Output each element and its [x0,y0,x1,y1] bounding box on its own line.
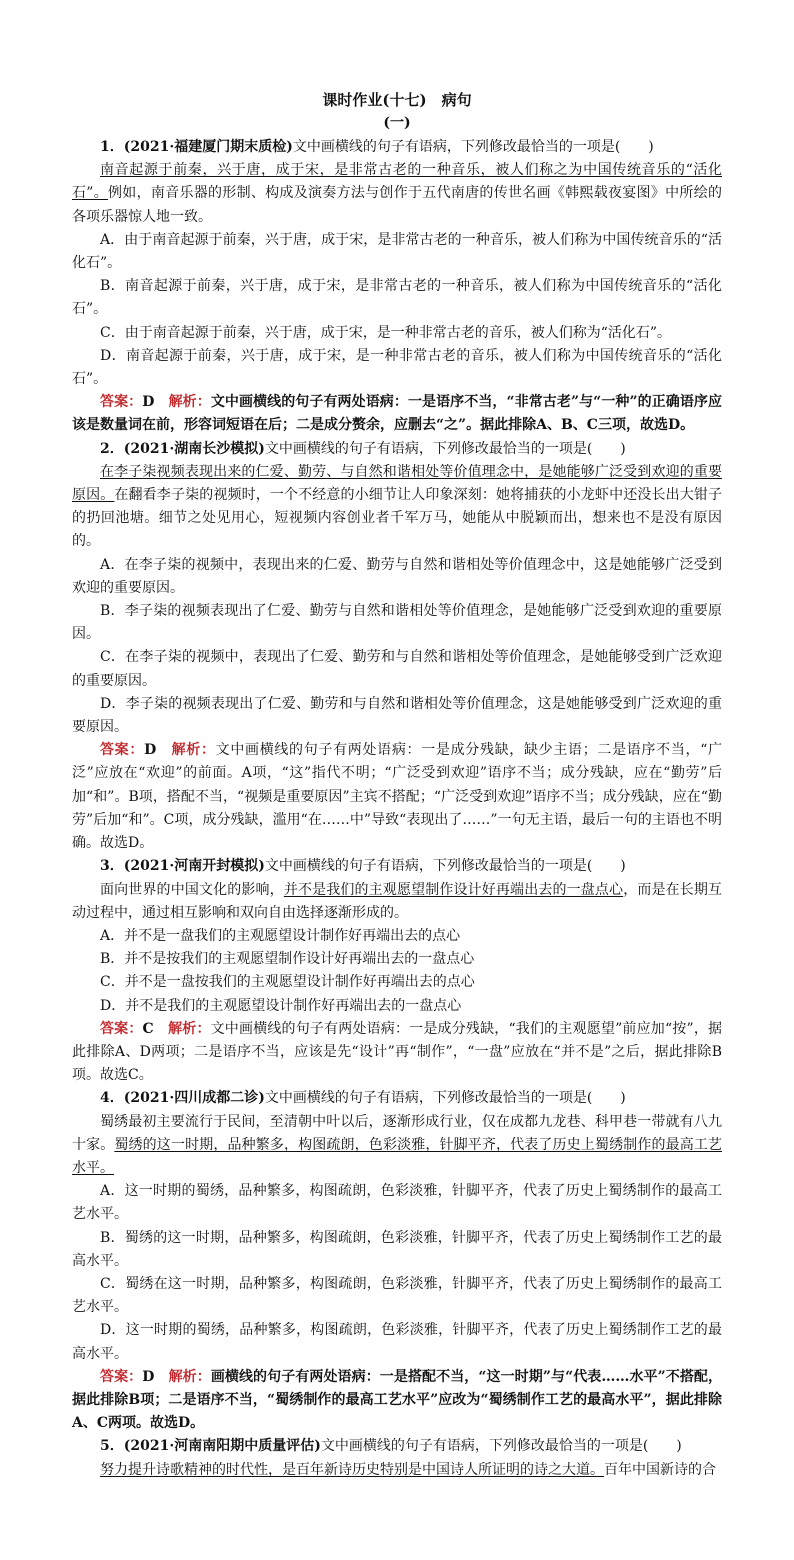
question-passage: 南音起源于前秦，兴于唐，成于宋，是非常古老的一种音乐，被人们称之为中国传统音乐的“活化石”。例如，南音乐器的形制、构成及演奏方法与创作于五代南唐的传世名画《韩熙载夜宴图》中所绘的各项乐器惊人地一致。 [72,162,722,225]
question-1 [72,136,722,438]
option-d: D．这一时期的蜀绣，品种繁多，构图疏朗，色彩淡雅，针脚平齐，代表了历史上蜀绣制作工艺的最高水平。 [72,1322,722,1362]
option-c: C．并不是一盘按我们的主观愿望设计制作好再端出去的点心 [100,974,475,991]
question-3 [72,855,722,1087]
option-b: B．蜀绣的这一时期，品种繁多，构图疏朗，色彩淡雅，针脚平齐，代表了历史上蜀绣制作工艺的最高水平。 [72,1229,722,1269]
option-c: C．蜀绣在这一时期，品种繁多，构图疏朗，色彩淡雅，针脚平齐，代表了历史上蜀绣制作的最高工艺水平。 [72,1275,722,1316]
option-d: D．并不是我们的主观愿望设计制作好再端出去的一盘点心 [100,997,462,1014]
question-stem: 5．(2021·河南南阳期中质量评估)文中画横线的句子有语病，下列修改最恰当的一项是( ) [100,1438,682,1455]
underlined-sentence: 努力提升诗歌精神的时代性，是百年新诗历史特别是中国诗人所证明的诗之大道。 [100,1461,604,1478]
answer-value: C [142,1020,154,1037]
question-5 [72,1435,722,1481]
question-source: (2021·湖南长沙模拟) [123,440,265,457]
question-passage: 努力提升诗歌精神的时代性，是百年新诗历史特别是中国诗人所证明的诗之大道。百年中国新诗的合 [100,1461,716,1478]
underlined-sentence: 南音起源于前秦，兴于唐，成于宋，是非常古老的一种音乐，被人们称之为中国传统音乐的“活化石”。 [72,162,722,202]
answer-value: D [142,1368,155,1385]
question-passage: 在李子柒视频表现出来的仁爱、勤劳、与自然和谐相处等价值理念中，是她能够广泛受到欢迎的重要原因。在翻看李子柒的视频时，一个不经意的小细节让人印象深刻：她将捕获的小龙虾中还没长出大钳子的扔回池塘。细节之处见用心，短视频内容创业者千军万马，她能从中脱颖而出，想来也不是没有原因的。 [72,463,723,550]
question-stem: 4．(2021·四川成都二诊)文中画横线的句子有语病，下列修改最恰当的一项是( ) [100,1090,626,1107]
question-source: (2021·河南南阳期中质量评估) [123,1438,321,1455]
answer-value: D [144,742,157,759]
question-stem: 3．(2021·河南开封模拟)文中画横线的句子有语病，下列修改最恰当的一项是( ) [100,858,626,875]
option-a: A．在李子柒的视频中，表现出来的仁爱、勤劳与自然和谐相处等价值理念中，这是她能够广泛受到欢迎的重要原因。 [72,556,722,596]
option-a: A．这一时期的蜀绣，品种繁多，构图疏朗，色彩淡雅，针脚平齐，代表了历史上蜀绣制作的最高工艺水平。 [72,1183,722,1223]
option-a: A．由于南音起源于前秦，兴于唐，成于宋，是非常古老的一种音乐，被人们称为中国传统音乐的“活化石”。 [72,231,722,272]
page-title: 课时作业(十七) 病句 [322,91,472,109]
option-b: B．并不是按我们的主观愿望制作设计好再端出去的一盘点心 [100,951,475,968]
question-passage: 面向世界的中国文化的影响，并不是我们的主观愿望制作设计好再端出去的一盘点心，而是在长期互动过程中，通过相互影响和双向自由选择逐渐形成的。 [72,881,723,921]
question-4 [72,1087,722,1435]
answer-analysis: 答案：D 解析：文中画横线的句子有两处语病：一是成分残缺，缺少主语；二是语序不当，“广泛”应放在“欢迎”的前面。A项，“这”指代不明；“广泛受到欢迎”语序不当；成分残缺，应在“勤劳”后加“和”。B项，搭配不当，“视频是重要原因”主宾不搭配；“广泛受到欢迎”语序不当；成分残缺，应在“勤劳”后加“和”。C项，成分残缺，滥用“在……中”导致“表现出了……”一句无主语，最后一句的主语也不明确。故选D。 [72,742,723,852]
question-passage: 蜀绣最初主要流行于民间，至清朝中叶以后，逐渐形成行业，仅在成都九龙巷、科甲巷一带就有八九十家。蜀绣的这一时期，品种繁多，构图疏朗，色彩淡雅，针脚平齐，代表了历史上蜀绣制作的最高工艺水平。 [72,1113,723,1176]
page-subtitle: (一) [383,115,411,131]
answer-analysis: 答案：C 解析：文中画横线的句子有两处语病：一是成分残缺，“我们的主观愿望”前应加“按”，据此排除A、D两项；二是语序不当，应该是先“设计”再“制作”，“一盘”应放在“并不是”之后，据此排除B项。故选C。 [72,1020,722,1084]
option-c: C．由于南音起源于前秦，兴于唐，成于宋，是一种非常古老的音乐，被人们称为“活化石”。 [100,324,672,341]
question-2 [72,438,722,856]
question-source: (2021·福建厦门期末质检) [123,139,293,155]
option-d: D．李子柒的视频表现出了仁爱、勤劳和与自然和谐相处等价值理念，这是她能够受到广泛欢迎的重要原因。 [72,695,722,736]
option-b: B．南音起源于前秦，兴于唐，成于宋，是非常古老的一种音乐，被人们称为中国传统音乐的“活化石”。 [72,278,722,318]
option-b: B．李子柒的视频表现出了仁爱、勤劳与自然和谐相处等价值理念，是她能够广泛受到欢迎的重要原因。 [72,603,722,643]
document-page [72,88,722,1482]
underlined-sentence: 并不是我们的主观愿望制作设计好再端出去的一盘点心 [283,881,624,898]
option-a: A．并不是一盘我们的主观愿望设计制作好再端出去的点心 [100,927,461,944]
underlined-sentence: 在李子柒视频表现出来的仁爱、勤劳、与自然和谐相处等价值理念中，是她能够广泛受到欢迎的重要原因。 [72,463,722,504]
question-stem: 2．(2021·湖南长沙模拟)文中画横线的句子有语病，下列修改最恰当的一项是( ) [100,440,626,457]
question-stem: 1．(2021·福建厦门期末质检)文中画横线的句子有语病，下列修改最恰当的一项是( ) [100,139,654,155]
question-source: (2021·四川成都二诊) [123,1090,265,1107]
answer-analysis: 答案：D 解析：文中画横线的句子有两处语病：一是语序不当，“非常古老”与“一种”的正确语序应该是数量词在前，形容词短语在后；二是成分赘余，应删去“之”。据此排除A、B、C三项，故选D。 [72,394,723,434]
answer-value: D [142,394,155,411]
option-c: C．在李子柒的视频中，表现出了仁爱、勤劳和与自然和谐相处等价值理念，是她能够受到广泛欢迎的重要原因。 [72,649,722,689]
question-source: (2021·河南开封模拟) [123,858,265,875]
underlined-sentence: 蜀绣的这一时期，品种繁多，构图疏朗，色彩淡雅，针脚平齐，代表了历史上蜀绣制作的最高工艺水平。 [72,1136,723,1176]
option-d: D．南音起源于前秦，兴于唐，成于宋，是一种非常古老的音乐，被人们称为中国传统音乐的“活化石”。 [72,347,722,388]
answer-analysis: 答案：D 解析：画横线的句子有两处语病：一是搭配不当，“这一时期”与“代表……水平”不搭配，据此排除B项；二是语序不当，“蜀绣制作的最高工艺水平”应改为“蜀绣制作工艺的最高水平”，据此排除A、C两项。故选D。 [72,1368,723,1432]
